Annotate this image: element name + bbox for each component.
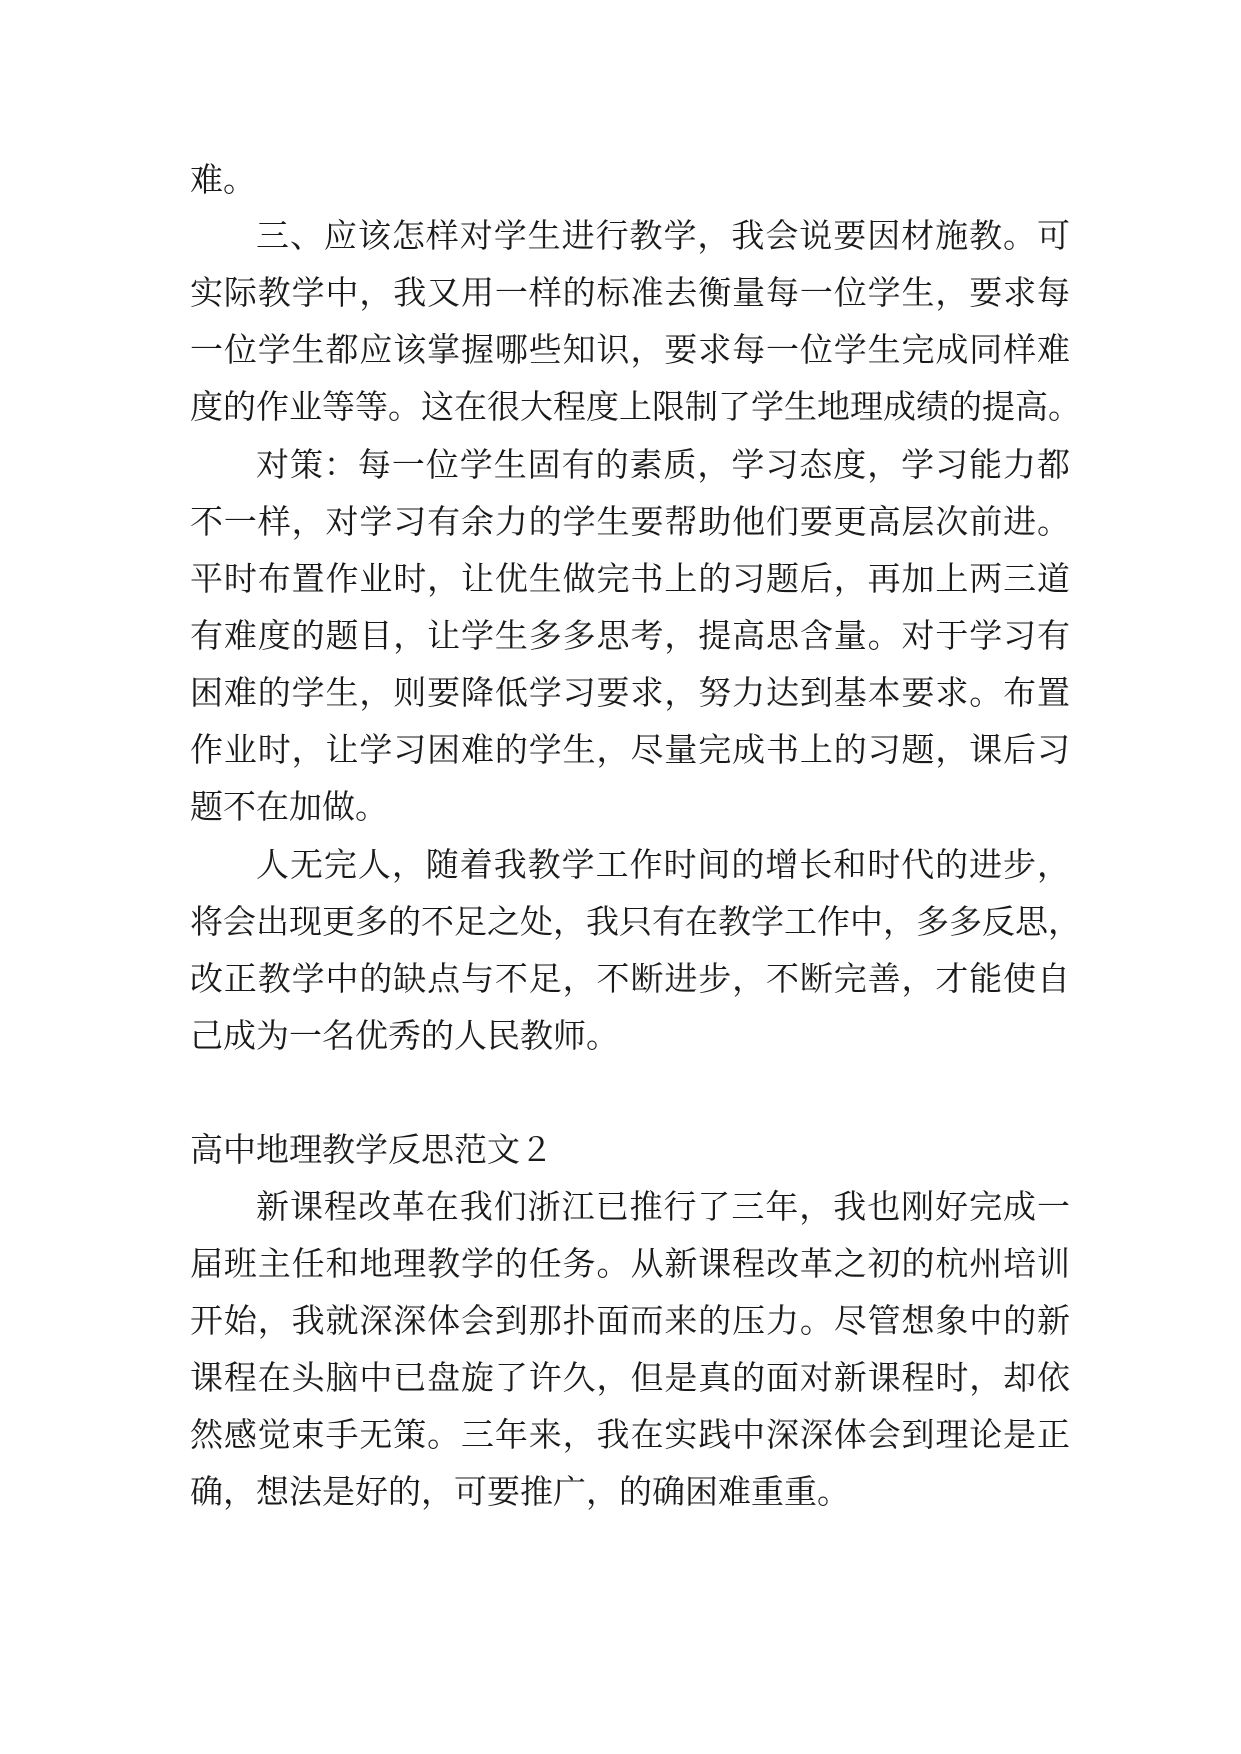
paragraph-line: 难。 [190, 160, 256, 199]
paragraph-line: 实际教学中，我又用一样的标准去衡量每一位学生，要求每 [190, 273, 1070, 312]
paragraph-line: 平时布置作业时，让优生做完书上的习题后，再加上两三道 [190, 559, 1070, 598]
paragraph-line: 不一样，对学习有余力的学生要帮助他们要更高层次前进。 [190, 502, 1070, 541]
paragraph-line: 课程在头脑中已盘旋了许久，但是真的面对新课程时，却依 [190, 1358, 1070, 1397]
paragraph-line: 一位学生都应该掌握哪些知识，要求每一位学生完成同样难 [190, 330, 1070, 369]
paragraph-line: 作业时，让学习困难的学生，尽量完成书上的习题，课后习 [190, 730, 1070, 769]
paragraph-line: 将会出现更多的不足之处，我只有在教学工作中，多多反思， [190, 902, 1081, 941]
paragraph-line: 困难的学生，则要降低学习要求，努力达到基本要求。布置 [190, 673, 1070, 712]
paragraph-line: 确，想法是好的，可要推广，的确困难重重。 [190, 1472, 850, 1511]
paragraph-line: 改正教学中的缺点与不足，不断进步，不断完善，才能使自 [190, 959, 1070, 998]
paragraph-line: 己成为一名优秀的人民教师。 [190, 1016, 619, 1055]
paragraph-line: 有难度的题目，让学生多多思考，提高思含量。对于学习有 [190, 616, 1070, 655]
paragraph-line: 届班主任和地理教学的任务。从新课程改革之初的杭州培训 [190, 1244, 1070, 1283]
paragraph-line: 然感觉束手无策。三年来，我在实践中深深体会到理论是正 [190, 1415, 1070, 1454]
paragraph-line: 对策：每一位学生固有的素质，学习态度，学习能力都 [256, 445, 1070, 484]
paragraph-line: 开始，我就深深体会到那扑面而来的压力。尽管想象中的新 [190, 1301, 1070, 1340]
paragraph-line: 人无完人，随着我教学工作时间的增长和时代的进步， [256, 845, 1070, 884]
paragraph-line: 度的作业等等。这在很大程度上限制了学生地理成绩的提高。 [190, 387, 1081, 426]
paragraph-line: 三、应该怎样对学生进行教学，我会说要因材施教。可 [256, 216, 1070, 255]
paragraph-line: 新课程改革在我们浙江已推行了三年，我也刚好完成一 [256, 1187, 1070, 1226]
paragraph-line: 题不在加做。 [190, 787, 388, 826]
section-title: 高中地理教学反思范文２ [190, 1130, 553, 1169]
